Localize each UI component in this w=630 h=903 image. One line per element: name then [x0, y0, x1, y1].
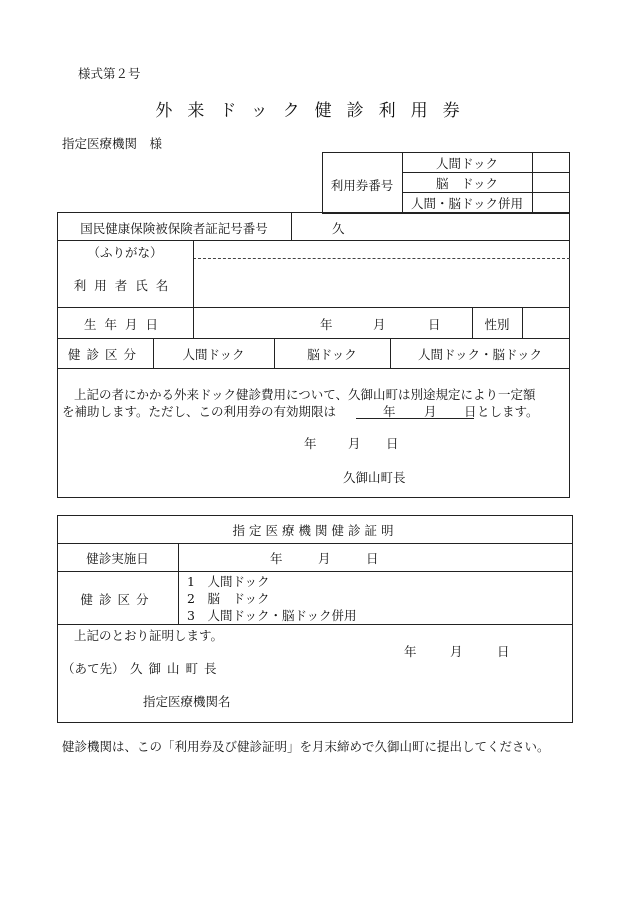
- validity-year-unit: 年: [383, 404, 396, 419]
- notice-line-2-end: とします。: [477, 404, 539, 419]
- birth-day-unit: 日: [428, 317, 441, 332]
- exam-date-label: 健診実施日: [86, 551, 149, 566]
- gender-field[interactable]: [523, 308, 569, 338]
- form-number: 様式第２号: [78, 66, 141, 81]
- voucher-cell-2[interactable]: [533, 173, 570, 192]
- user-name-field[interactable]: [200, 262, 560, 302]
- issuer-name: 久御山町長: [343, 470, 406, 485]
- voucher-type-human-dock: 人間ドック: [435, 156, 498, 171]
- exam-date-day-unit: 日: [366, 551, 379, 566]
- validity-day-unit: 日: [464, 404, 477, 419]
- exam-option-combined[interactable]: 人間ドック・脳ドック: [417, 347, 542, 362]
- exam-category-label: 健診区分: [67, 347, 142, 362]
- issue-year-unit: 年: [304, 436, 317, 451]
- certificate-option-3[interactable]: 3 人間ドック・脳ドック併用: [187, 608, 357, 623]
- certificate-title: 指定医療機関健診証明: [232, 523, 398, 538]
- birthdate-label: 生年月日: [83, 317, 166, 332]
- issue-month-unit: 月: [348, 436, 361, 451]
- certificate-option-1[interactable]: 1 人間ドック: [187, 574, 270, 589]
- notice-line-2: を補助します。ただし、この利用券の有効期限は: [62, 404, 337, 419]
- certificate-day-unit: 日: [497, 644, 510, 659]
- certificate-month-unit: 月: [450, 644, 463, 659]
- voucher-type-combined: 人間・脳ドック併用: [410, 196, 523, 211]
- notice-line-1: 上記の者にかかる外来ドック健診費用について、久御山町は別途規定により一定額: [74, 387, 536, 402]
- voucher-cell-1[interactable]: [533, 153, 570, 172]
- birth-year-unit: 年: [320, 317, 333, 332]
- insurance-number-label: 国民健康保険被保険者証記号番号: [80, 221, 268, 236]
- validity-month-unit: 月: [424, 404, 437, 419]
- certificate-year-unit: 年: [404, 644, 417, 659]
- exam-option-human-dock[interactable]: 人間ドック: [182, 347, 245, 362]
- voucher-type-brain-dock: 脳 ドック: [435, 176, 498, 191]
- certificate-option-2[interactable]: 2 脳 ドック: [187, 591, 270, 606]
- page-title: 外来ドック健診利用券: [155, 101, 475, 121]
- certificate-addressee: 久御山町長: [130, 661, 223, 676]
- addressee: 指定医療機関 様: [62, 136, 163, 151]
- institution-name-label: 指定医療機関名: [143, 694, 231, 709]
- addressee-prefix: （あて先）: [62, 661, 125, 676]
- certificate-category-label: 健診区分: [80, 592, 155, 607]
- birth-month-unit: 月: [373, 317, 386, 332]
- submission-note: 健診機関は、この「利用券及び健診証明」を月末締めで久御山町に提出してください。: [62, 739, 550, 754]
- voucher-number-label: 利用券番号: [330, 178, 394, 193]
- certification-statement: 上記のとおり証明します。: [74, 628, 224, 643]
- issue-day-unit: 日: [386, 436, 399, 451]
- user-name-label: 利用者氏名: [73, 278, 177, 293]
- furigana-label: （ふりがな）: [87, 245, 163, 260]
- insurance-number-value[interactable]: 久: [332, 221, 345, 236]
- exam-date-year-unit: 年: [270, 551, 283, 566]
- voucher-cell-3[interactable]: [533, 193, 570, 213]
- exam-date-month-unit: 月: [318, 551, 331, 566]
- exam-option-brain-dock[interactable]: 脳ドック: [307, 347, 357, 362]
- gender-label: 性別: [484, 317, 510, 332]
